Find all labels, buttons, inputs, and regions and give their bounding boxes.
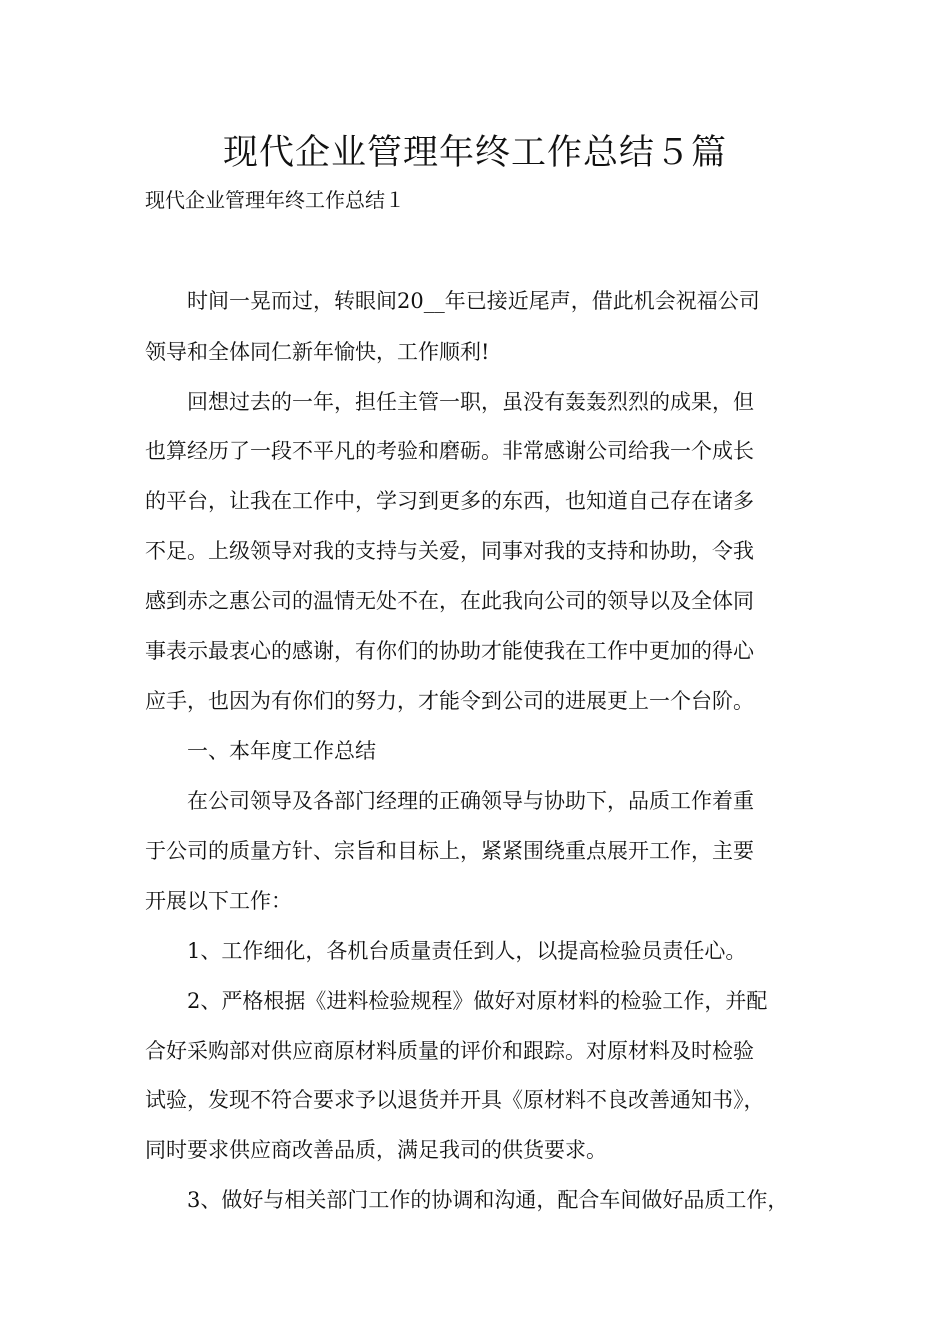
list-item: 2、严格根据《进料检验规程》做好对原材料的检验工作，并配 bbox=[145, 989, 768, 1013]
paragraph-line: 的平台，让我在工作中，学习到更多的东西，也知道自己存在诸多 bbox=[145, 489, 754, 513]
paragraph-line: 回想过去的一年，担任主管一职，虽没有轰轰烈烈的成果，但 bbox=[145, 390, 754, 414]
paragraph-line: 也算经历了一段不平凡的考验和磨砺。非常感谢公司给我一个成长 bbox=[145, 439, 754, 463]
paragraph-line: 同时要求供应商改善品质，满足我司的供货要求。 bbox=[145, 1138, 607, 1162]
paragraph-line: 事表示最衷心的感谢，有你们的协助才能使我在工作中更加的得心 bbox=[145, 639, 754, 663]
list-item: 3、做好与相关部门工作的协调和沟通，配合车间做好品质工作， bbox=[145, 1188, 789, 1212]
paragraph-line: 时间一晃而过，转眼间20__年已接近尾声，借此机会祝福公司 bbox=[145, 289, 760, 313]
document-subtitle: 现代企业管理年终工作总结１ bbox=[145, 188, 405, 212]
paragraph-line: 试验，发现不符合要求予以退货并开具《原材料不良改善通知书》， bbox=[145, 1088, 765, 1112]
paragraph-line: 领导和全体同仁新年愉快，工作顺利! bbox=[145, 340, 490, 364]
paragraph-line: 于公司的质量方针、宗旨和目标上，紧紧围绕重点展开工作，主要 bbox=[145, 839, 754, 863]
paragraph-line: 不足。上级领导对我的支持与关爱，同事对我的支持和协助，令我 bbox=[145, 539, 754, 563]
document-title: 现代企业管理年终工作总结５篇 bbox=[222, 133, 727, 173]
paragraph-line: 感到赤之惠公司的温情无处不在，在此我向公司的领导以及全体同 bbox=[145, 589, 754, 613]
paragraph-line: 在公司领导及各部门经理的正确领导与协助下，品质工作着重 bbox=[145, 789, 754, 813]
list-item: 1、工作细化，各机台质量责任到人，以提高检验员责任心。 bbox=[145, 939, 747, 963]
section-heading: 一、本年度工作总结 bbox=[145, 739, 376, 763]
paragraph-line: 应手，也因为有你们的努力，才能令到公司的进展更上一个台阶。 bbox=[145, 689, 754, 713]
paragraph-line: 合好采购部对供应商原材料质量的评价和跟踪。对原材料及时检验 bbox=[145, 1039, 754, 1063]
paragraph-line: 开展以下工作： bbox=[145, 889, 292, 913]
